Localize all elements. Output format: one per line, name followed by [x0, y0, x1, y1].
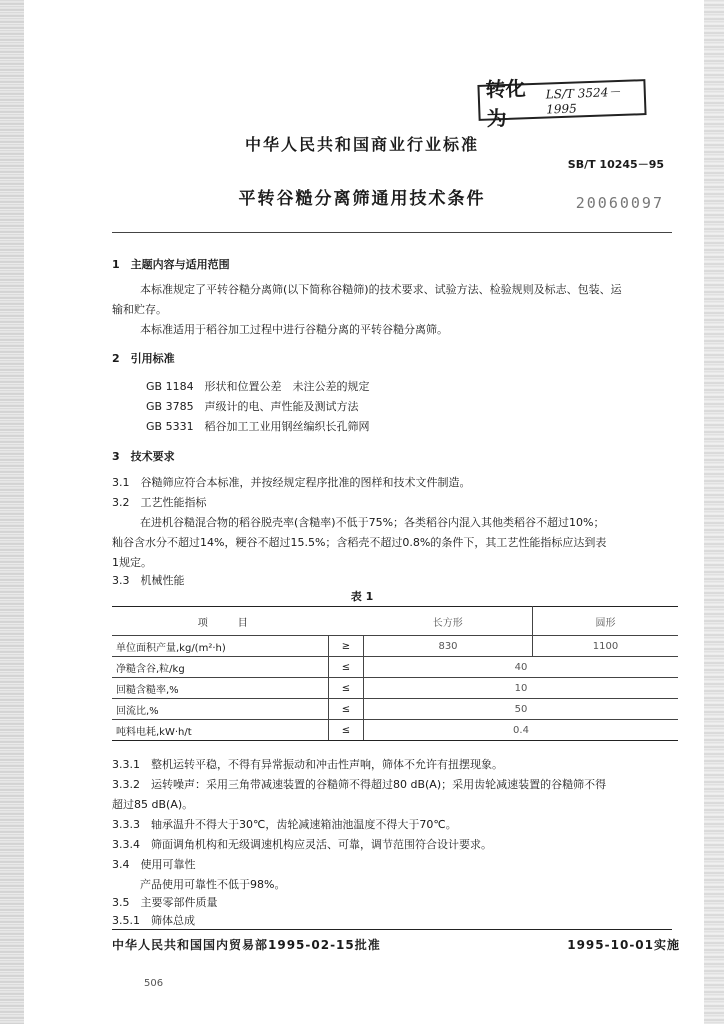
conversion-stamp [477, 76, 646, 131]
stamp-main-text: 转化为 [485, 76, 526, 131]
row-operator: ≤ [329, 699, 364, 720]
row-value: 40 [364, 657, 679, 678]
row-value: 10 [364, 678, 679, 699]
row-operator: ≤ [329, 720, 364, 741]
approval-line: 中华人民共和国国内贸易部1995-02-15批准 [112, 938, 381, 952]
row-label: 回糙含糙率,% [112, 678, 329, 699]
effective-date: 1995-10-01实施 [567, 938, 680, 952]
section-1-paragraph-1: 本标准规定了平转谷糙分离筛(以下简称谷糙筛)的技术要求、试验方法、检验规则及标志、包装、运 [140, 283, 622, 296]
header-rectangular: 长方形 [364, 607, 533, 636]
row-value-round: 1100 [533, 636, 679, 657]
page-number: 506 [144, 978, 164, 989]
reference-item: GB 3785 声级计的电、声性能及测试方法 [146, 400, 359, 413]
table-row [112, 699, 678, 720]
row-label: 吨料电耗,kW·h/t [112, 720, 329, 741]
table-row [112, 678, 678, 699]
clause-3-3-3: 3.3.3 轴承温升不得大于30℃，齿轮减速箱油池温度不得大于70℃。 [112, 818, 457, 831]
clause-3-2-heading: 3.2 工艺性能指标 [112, 496, 207, 509]
clause-3-3-heading: 3.3 机械性能 [112, 574, 185, 587]
document-title: 平转谷糙分离筛通用技术条件 [238, 189, 486, 209]
header-round: 圆形 [533, 607, 679, 636]
table-row [112, 720, 678, 741]
section-2-heading: 2 引用标准 [112, 352, 175, 365]
standard-code: SB/T 10245－95 [567, 158, 664, 171]
clause-3-3-1: 3.3.1 整机运转平稳，不得有异常振动和冲击性声响，筛体不允许有扭摆现象。 [112, 758, 503, 771]
header-item: 项目 [112, 607, 364, 636]
standard-category: 中华人民共和国商业行业标准 [244, 135, 479, 154]
footer-divider [112, 929, 672, 930]
table-row [112, 657, 678, 678]
header-divider [112, 232, 672, 233]
row-label: 回流比,% [112, 699, 329, 720]
clause-3-2-text: 在进机谷糙混合物的稻谷脱壳率(含糙率)不低于75%；各类稻谷内混入其他类稻谷不超过10%； [140, 516, 605, 529]
clause-3-1: 3.1 谷糙筛应符合本标准，并按经规定程序批准的图样和技术文件制造。 [112, 476, 471, 489]
table-caption: 表 1 [350, 590, 374, 603]
clause-3-2-text-cont: 籼谷含水分不超过14%，粳谷不超过15.5%；含稻壳不超过0.8%的条件下，其工艺性能指标应达到表 [112, 536, 607, 549]
reference-item: GB 1184 形状和位置公差 未注公差的规定 [146, 380, 370, 393]
row-label: 净糙含谷,粒/kg [112, 657, 329, 678]
section-1-paragraph-2: 本标准适用于稻谷加工过程中进行谷糙分离的平转谷糙分离筛。 [140, 323, 448, 336]
section-1-heading: 1 主题内容与适用范围 [112, 258, 230, 271]
clause-3-3-4: 3.3.4 筛面调角机构和无级调速机构应灵活、可靠，调节范围符合设计要求。 [112, 838, 492, 851]
clause-3-3-2-cont: 超过85 dB(A)。 [112, 798, 194, 811]
row-value: 0.4 [364, 720, 679, 741]
section-1-paragraph-1-cont: 输和贮存。 [112, 303, 167, 316]
clause-3-5-heading: 3.5 主要零部件质量 [112, 896, 218, 909]
clause-3-3-2: 3.3.2 运转噪声：采用三角带减速装置的谷糙筛不得超过80 dB(A)；采用齿轮减速装置的谷糙筛不得 [112, 778, 607, 791]
clause-3-4-heading: 3.4 使用可靠性 [112, 858, 196, 871]
row-operator: ≤ [329, 678, 364, 699]
serial-number: 20060097 [575, 194, 664, 212]
clause-3-4-text: 产品使用可靠性不低于98%。 [140, 878, 286, 891]
performance-table [112, 606, 678, 741]
table-header-row [112, 607, 678, 636]
stamp-code-text: LS/T 3524－1995 [545, 84, 621, 117]
row-value-rectangular: 830 [364, 636, 533, 657]
clause-3-5-1-heading: 3.5.1 筛体总成 [112, 914, 195, 927]
row-label: 单位面积产量,kg/(m²·h) [112, 636, 329, 657]
row-operator: ≥ [329, 636, 364, 657]
clause-3-2-text-end: 1规定。 [112, 556, 152, 569]
table-row [112, 636, 678, 657]
reference-item: GB 5331 稻谷加工工业用钢丝编织长孔筛网 [146, 420, 370, 433]
row-operator: ≤ [329, 657, 364, 678]
section-3-heading: 3 技术要求 [112, 450, 175, 463]
row-value: 50 [364, 699, 679, 720]
